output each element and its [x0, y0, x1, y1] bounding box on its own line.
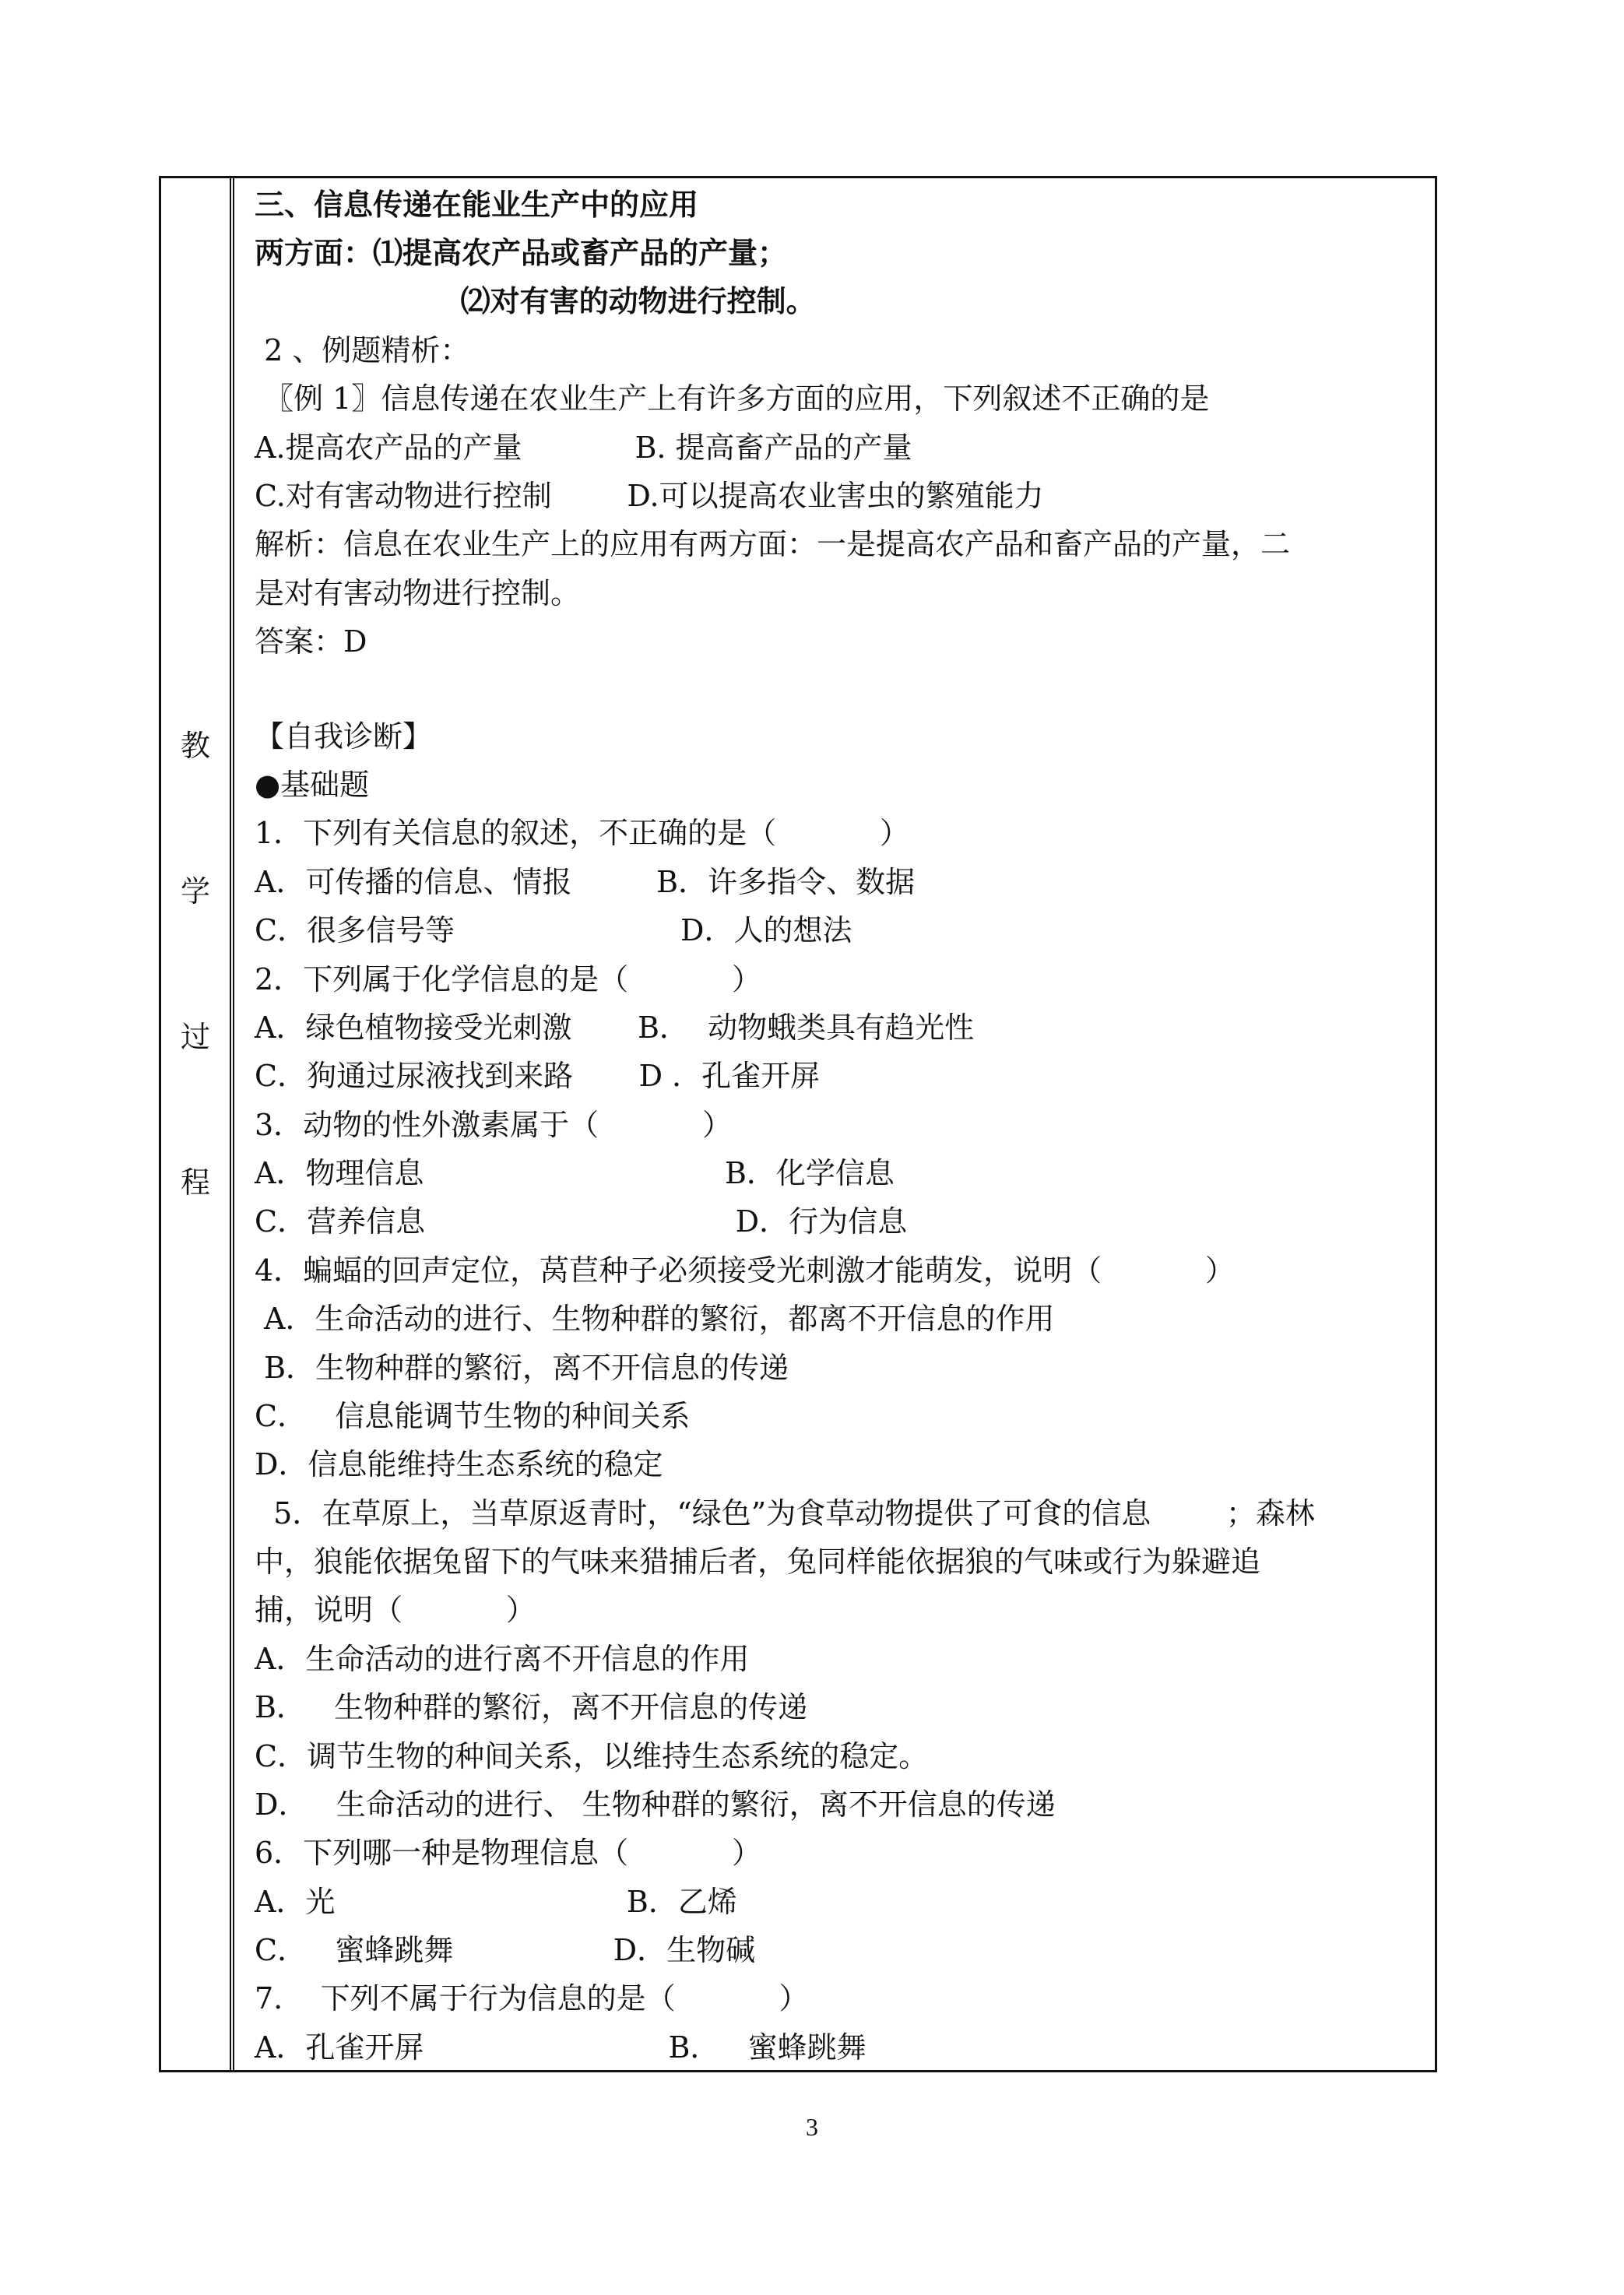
- question-4: 4．蝙蝠的回声定位，莴苣种子必须接受光刺激才能萌发，说明（ ）: [255, 1253, 1236, 1288]
- q5-option-b: B． 生物种群的繁衍，离不开信息的传递: [255, 1690, 808, 1724]
- column-divider: [230, 178, 234, 2070]
- question-3: 3．动物的性外激素属于（ ）: [255, 1108, 733, 1142]
- q1-options-ab: A．可传播的信息、情报 B．许多指令、数据: [255, 865, 916, 899]
- analysis-line-1: 解析：信息在农业生产上的应用有两方面：一是提高农产品和畜产品的产量，二: [255, 527, 1291, 561]
- question-5-line-2: 中，狼能依据兔留下的气味来猎捕后者，兔同样能依据狼的气味或行为躲避追: [255, 1545, 1261, 1579]
- question-7: 7. 下列不属于行为信息的是（ ）: [255, 1981, 809, 2016]
- q5-option-d: D． 生命活动的进行、 生物种群的繁衍，离不开信息的传递: [255, 1787, 1056, 1822]
- answer-line: 答案：D: [255, 624, 367, 659]
- question-1: 1．下列有关信息的叙述，不正确的是（ ）: [255, 816, 910, 850]
- page-number: 3: [806, 2113, 818, 2141]
- q6-options-ab: A．光 B．乙烯: [255, 1885, 737, 1919]
- question-5-line-3: 捕，说明（ ）: [255, 1593, 536, 1627]
- q2-options-ab: A．绿色植物接受光刺激 B． 动物蛾类具有趋光性: [255, 1010, 975, 1045]
- q6-options-cd: C． 蜜蜂跳舞 D．生物碱: [255, 1933, 756, 1967]
- q4-option-b: B．生物种群的繁衍，离不开信息的传递: [255, 1351, 789, 1385]
- q5-option-a: A．生命活动的进行离不开信息的作用: [255, 1642, 750, 1676]
- question-6: 6．下列哪一种是物理信息（ ）: [255, 1836, 762, 1870]
- example-heading: 2 、例题精析：: [255, 333, 470, 367]
- q4-option-c: C． 信息能调节生物的种间关系: [255, 1399, 691, 1433]
- q1-options-cd: C．很多信号等 D．人的想法: [255, 913, 852, 947]
- two-aspects-line: 两方面：⑴提高农产品或畜产品的产量；: [255, 235, 788, 270]
- q3-options-ab: A．物理信息 B．化学信息: [255, 1156, 895, 1190]
- example-options-ab: A.提高农产品的产量 B. 提高畜产品的产量: [255, 431, 912, 465]
- side-label-guo: 过: [180, 1020, 210, 1054]
- q7-options-ab: A．孔雀开屏 B． 蜜蜂跳舞: [255, 2030, 866, 2065]
- q4-option-d: D．信息能维持生态系统的稳定: [255, 1447, 663, 1481]
- content-table: [159, 176, 1437, 2072]
- question-2: 2．下列属于化学信息的是（ ）: [255, 962, 762, 996]
- q2-options-cd: C．狗通过尿液找到来路 D ．孔雀开屏: [255, 1059, 821, 1093]
- self-diagnosis-heading: 【自我诊断】: [255, 719, 433, 754]
- q5-option-c: C．调节生物的种间关系，以维持生态系统的稳定。: [255, 1739, 929, 1773]
- analysis-line-2: 是对有害动物进行控制。: [255, 576, 581, 610]
- q4-option-a: A．生命活动的进行、生物种群的繁衍，都离不开信息的作用: [255, 1302, 1055, 1336]
- side-label-xue: 学: [180, 874, 210, 909]
- section-heading: 三、信息传递在能业生产中的应用: [255, 187, 699, 222]
- q3-options-cd: C．营养信息 D．行为信息: [255, 1204, 908, 1239]
- side-label-cheng: 程: [180, 1165, 210, 1200]
- example-options-cd: C.对有害动物进行控制 D.可以提高农业害虫的繁殖能力: [255, 479, 1044, 513]
- question-5-line-1: 5．在草原上，当草原返青时，“绿色”为食草动物提供了可食的信息 ；森林: [255, 1496, 1315, 1531]
- basic-questions-heading: ●基础题: [255, 768, 370, 802]
- example-question: 〖例 1〗信息传递在农业生产上有许多方面的应用，下列叙述不正确的是: [255, 381, 1210, 416]
- two-aspects-line-2: ⑵对有害的动物进行控制。: [255, 283, 816, 318]
- side-label-jiao: 教: [180, 729, 210, 763]
